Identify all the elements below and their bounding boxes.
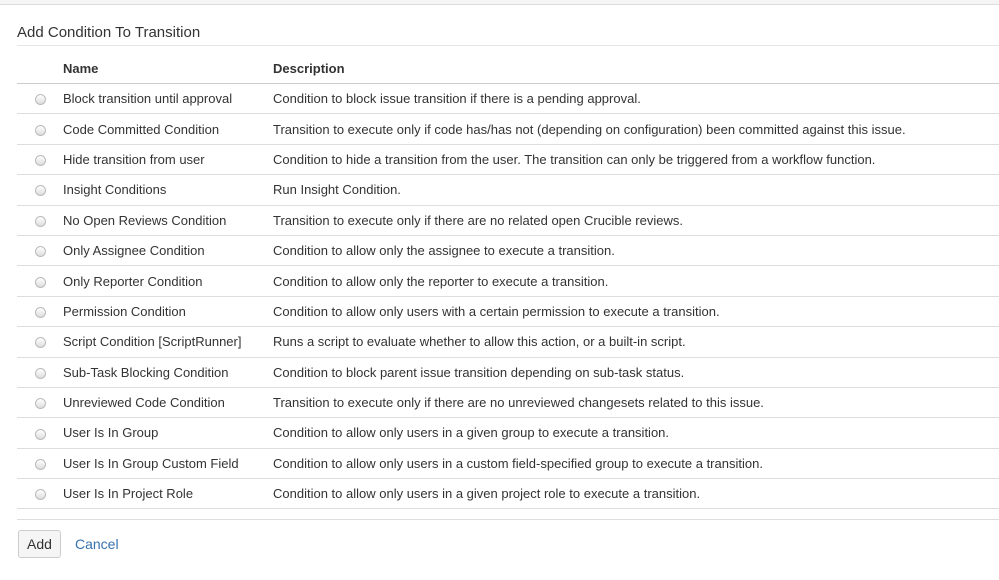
condition-description: Condition to allow only the reporter to execute a transition. <box>273 266 999 296</box>
radio-cell[interactable] <box>17 448 63 478</box>
condition-description: Condition to allow only users in a custom field-specified group to execute a transition. <box>273 448 999 478</box>
condition-name: User Is In Group Custom Field <box>63 448 273 478</box>
condition-name: Only Assignee Condition <box>63 235 273 265</box>
condition-description: Condition to block parent issue transition depending on sub-task status. <box>273 357 999 387</box>
condition-radio[interactable] <box>35 429 46 440</box>
condition-radio[interactable] <box>35 277 46 288</box>
condition-name: Block transition until approval <box>63 84 273 114</box>
table-row[interactable] <box>17 448 999 478</box>
select-column-header <box>17 54 63 84</box>
condition-radio[interactable] <box>35 246 46 257</box>
radio-cell[interactable] <box>17 235 63 265</box>
table-row[interactable] <box>17 479 999 509</box>
condition-description: Run Insight Condition. <box>273 175 999 205</box>
condition-name: User Is In Project Role <box>63 479 273 509</box>
condition-description: Condition to allow only users in a given project role to execute a transition. <box>273 479 999 509</box>
condition-name: No Open Reviews Condition <box>63 205 273 235</box>
table-row[interactable] <box>17 114 999 144</box>
condition-name: User Is In Group <box>63 418 273 448</box>
table-row[interactable] <box>17 235 999 265</box>
radio-cell[interactable] <box>17 114 63 144</box>
radio-cell[interactable] <box>17 479 63 509</box>
name-column-header: Name <box>63 54 273 84</box>
cancel-link[interactable]: Cancel <box>75 536 119 552</box>
radio-cell[interactable] <box>17 296 63 326</box>
condition-radio[interactable] <box>35 368 46 379</box>
table-row[interactable] <box>17 144 999 174</box>
condition-radio[interactable] <box>35 307 46 318</box>
table-header <box>17 54 999 84</box>
condition-name: Script Condition [ScriptRunner] <box>63 327 273 357</box>
table-row[interactable] <box>17 84 999 114</box>
condition-name: Only Reporter Condition <box>63 266 273 296</box>
condition-description: Transition to execute only if there are no related open Crucible reviews. <box>273 205 999 235</box>
table-row[interactable] <box>17 296 999 326</box>
radio-cell[interactable] <box>17 357 63 387</box>
condition-radio[interactable] <box>35 398 46 409</box>
condition-radio[interactable] <box>35 459 46 470</box>
table-row[interactable] <box>17 266 999 296</box>
condition-description: Transition to execute only if there are no unreviewed changesets related to this issue. <box>273 387 999 417</box>
condition-radio[interactable] <box>35 125 46 136</box>
condition-name: Unreviewed Code Condition <box>63 387 273 417</box>
condition-radio[interactable] <box>35 155 46 166</box>
condition-name: Sub-Task Blocking Condition <box>63 357 273 387</box>
table-row[interactable] <box>17 205 999 235</box>
radio-cell[interactable] <box>17 327 63 357</box>
table-row[interactable] <box>17 327 999 357</box>
radio-cell[interactable] <box>17 205 63 235</box>
condition-description: Condition to hide a transition from the user. The transition can only be triggered from a workflow function. <box>273 144 999 174</box>
divider <box>17 519 999 520</box>
condition-description: Runs a script to evaluate whether to allow this action, or a built-in script. <box>273 327 999 357</box>
conditions-table <box>17 54 999 509</box>
condition-radio[interactable] <box>35 185 46 196</box>
condition-radio[interactable] <box>35 489 46 500</box>
add-button[interactable]: Add <box>18 530 61 558</box>
condition-description: Condition to allow only users in a given group to execute a transition. <box>273 418 999 448</box>
condition-description: Condition to block issue transition if there is a pending approval. <box>273 84 999 114</box>
condition-description: Transition to execute only if code has/has not (depending on configuration) been committed against this issue. <box>273 114 999 144</box>
description-column-header: Description <box>273 54 999 84</box>
condition-radio[interactable] <box>35 94 46 105</box>
top-border <box>0 0 999 5</box>
radio-cell[interactable] <box>17 84 63 114</box>
condition-radio[interactable] <box>35 337 46 348</box>
condition-name: Hide transition from user <box>63 144 273 174</box>
radio-cell[interactable] <box>17 144 63 174</box>
page-title: Add Condition To Transition <box>17 24 201 41</box>
divider <box>17 45 999 46</box>
condition-name: Permission Condition <box>63 296 273 326</box>
condition-description: Condition to allow only the assignee to execute a transition. <box>273 235 999 265</box>
condition-name: Code Committed Condition <box>63 114 273 144</box>
condition-name: Insight Conditions <box>63 175 273 205</box>
table-row[interactable] <box>17 418 999 448</box>
radio-cell[interactable] <box>17 387 63 417</box>
table-row[interactable] <box>17 387 999 417</box>
table-row[interactable] <box>17 357 999 387</box>
radio-cell[interactable] <box>17 266 63 296</box>
radio-cell[interactable] <box>17 175 63 205</box>
condition-radio[interactable] <box>35 216 46 227</box>
radio-cell[interactable] <box>17 418 63 448</box>
condition-description: Condition to allow only users with a certain permission to execute a transition. <box>273 296 999 326</box>
table-row[interactable] <box>17 175 999 205</box>
